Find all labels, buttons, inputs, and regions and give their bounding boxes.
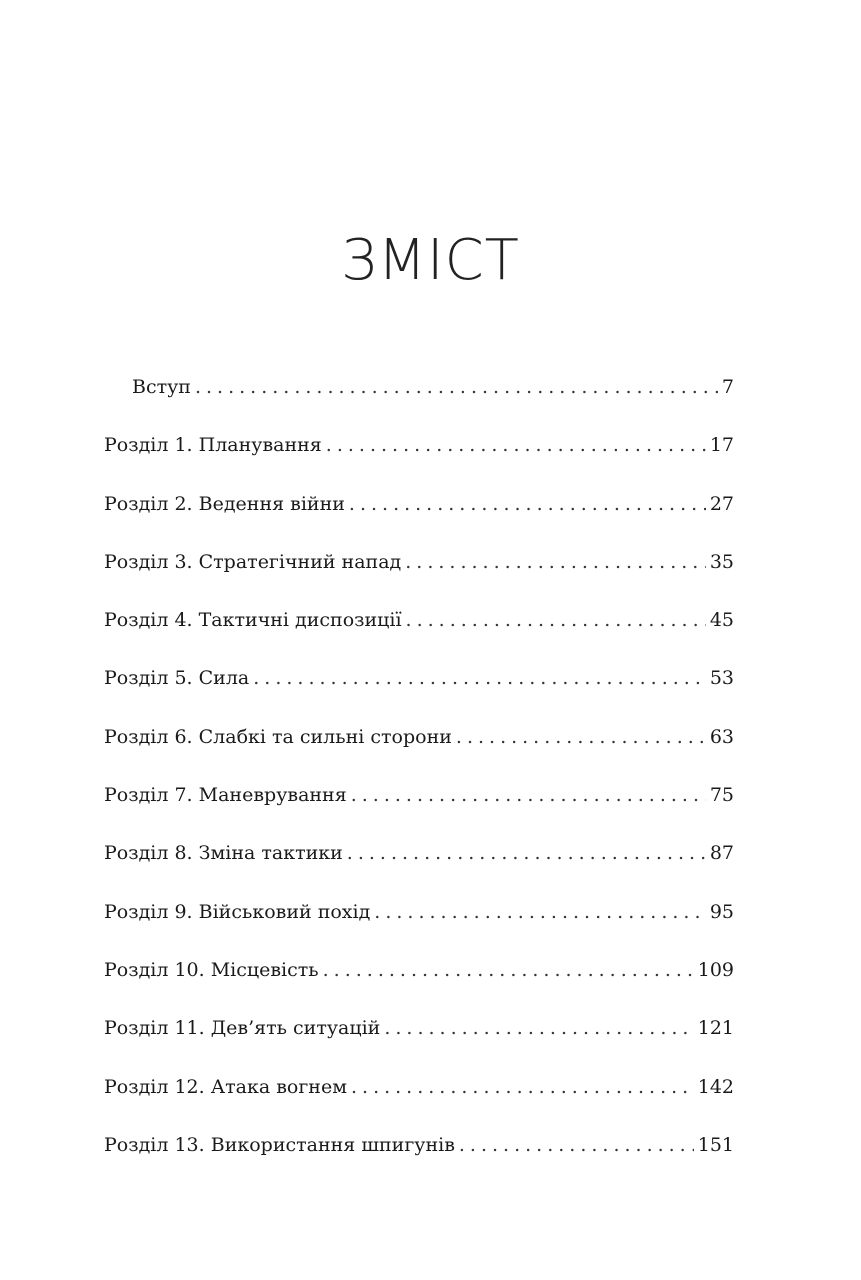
toc-entry-label: Розділ 11. Дев’ять ситуацій <box>104 1017 381 1040</box>
toc-entry-page: 7 <box>721 376 734 398</box>
page-title: ЗМІСТ <box>341 228 520 293</box>
dot-leader <box>406 605 706 635</box>
toc-entry-chapter-1 <box>104 430 734 488</box>
toc-entry-page: 35 <box>709 550 734 573</box>
toc-entry-page: 151 <box>697 1133 734 1156</box>
dot-leader <box>456 722 706 752</box>
toc-entry-page: 142 <box>697 1075 734 1098</box>
toc-entry-chapter-12 <box>104 1072 734 1130</box>
dot-leader <box>253 663 706 693</box>
dot-leader <box>349 489 706 519</box>
toc-entry-label: Розділ 3. Стратегічний напад <box>104 550 402 573</box>
toc-entry-chapter-3 <box>104 547 734 605</box>
toc-entry-page: 45 <box>709 609 734 632</box>
toc-entry-label: Розділ 4. Тактичні диспозиції <box>104 609 402 632</box>
toc-entry-label: Розділ 12. Атака вогнем <box>104 1075 347 1098</box>
toc-entry-page: 53 <box>709 667 734 690</box>
toc-entry-page: 17 <box>709 434 734 457</box>
toc-entry-chapter-5 <box>104 663 734 721</box>
toc-entry-chapter-11 <box>104 1013 734 1071</box>
toc-entry-page: 109 <box>697 958 734 981</box>
toc-entry-chapter-10 <box>104 955 734 1013</box>
toc-entry-page: 121 <box>697 1017 734 1040</box>
table-of-contents <box>104 372 734 1188</box>
dot-leader <box>459 1130 694 1160</box>
toc-entry-label: Розділ 1. Планування <box>104 434 322 457</box>
toc-entry-label: Розділ 9. Військовий похід <box>104 900 371 923</box>
dot-leader <box>374 897 706 927</box>
toc-entry-label: Розділ 10. Місцевість <box>104 958 319 981</box>
toc-entry-label: Вступ <box>132 376 191 398</box>
dot-leader <box>405 547 706 577</box>
toc-entry-page: 95 <box>709 900 734 923</box>
dot-leader <box>351 1072 694 1102</box>
toc-entry-page: 75 <box>709 784 734 807</box>
toc-entry-chapter-7 <box>104 780 734 838</box>
dot-leader <box>384 1013 693 1043</box>
toc-entry-label: Розділ 13. Використання шпигунів <box>104 1133 455 1156</box>
dot-leader <box>326 430 706 460</box>
toc-entry-chapter-4 <box>104 605 734 663</box>
dot-leader <box>351 780 706 810</box>
dot-leader <box>323 955 694 985</box>
toc-entry-chapter-9 <box>104 897 734 955</box>
dot-leader <box>347 838 706 868</box>
toc-entry-chapter-6 <box>104 722 734 780</box>
dot-leader <box>195 372 718 402</box>
toc-entry-label: Розділ 2. Ведення війни <box>104 492 345 515</box>
toc-entry-page: 63 <box>709 725 734 748</box>
toc-entry-label: Розділ 5. Сила <box>104 667 250 690</box>
toc-entry-intro <box>104 372 734 430</box>
toc-entry-chapter-8 <box>104 838 734 896</box>
toc-entry-label: Розділ 8. Зміна тактики <box>104 842 343 865</box>
toc-entry-page: 27 <box>709 492 734 515</box>
toc-entry-chapter-13 <box>104 1130 734 1188</box>
toc-entry-label: Розділ 7. Маневрування <box>104 784 347 807</box>
toc-entry-label: Розділ 6. Слабкі та сильні сторони <box>104 725 452 748</box>
toc-entry-chapter-2 <box>104 489 734 547</box>
toc-entry-page: 87 <box>709 842 734 865</box>
